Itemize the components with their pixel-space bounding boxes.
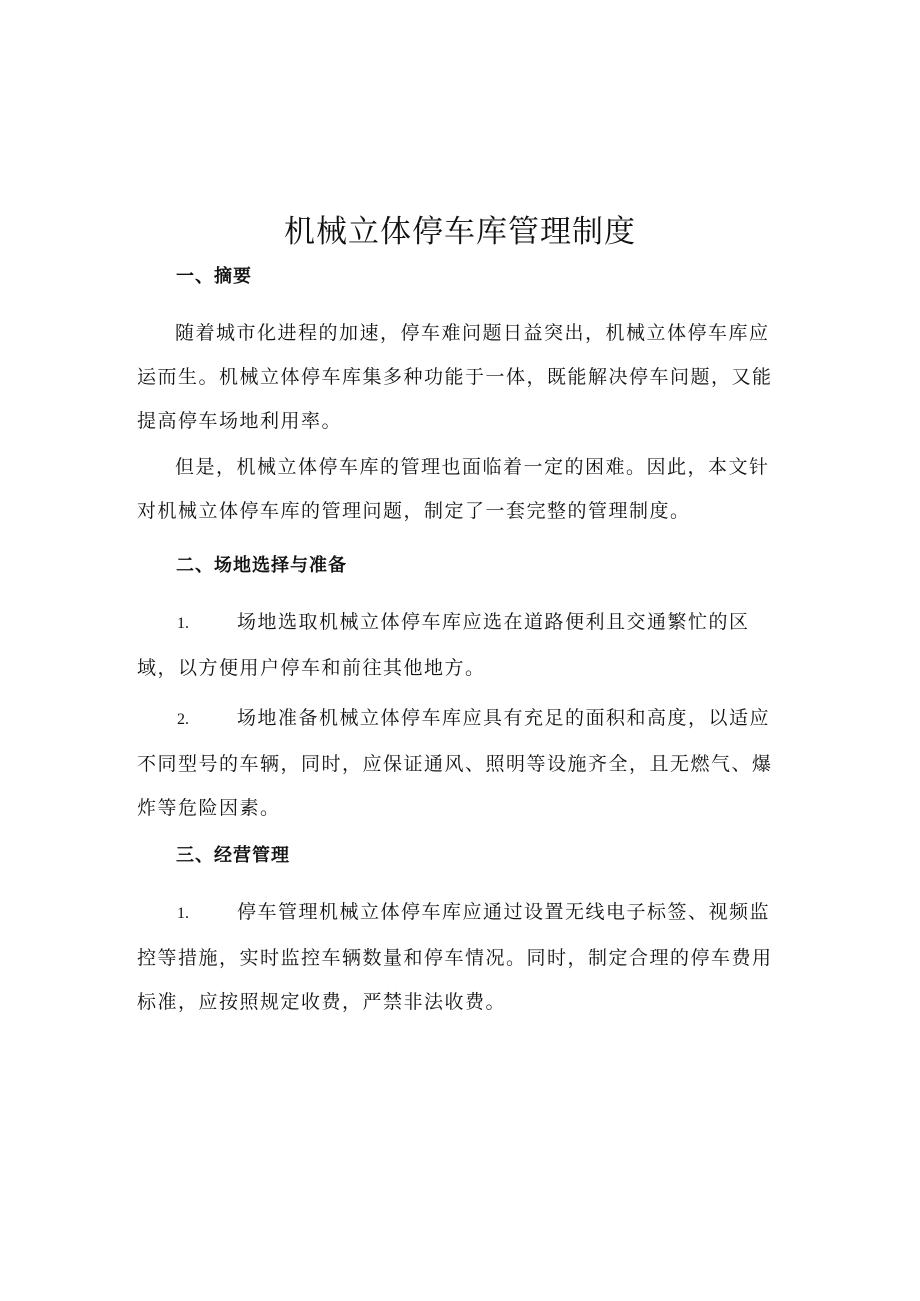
- section-heading-site: 二、场地选择与准备: [176, 555, 347, 576]
- abstract-paragraph-1: 随着城市化进程的加速，停车难问题日益突出，机械立体停车库应运而生。机械立体停车库集多种功能于一体，既能解决停车问题，又能提高停车场地利用率。: [137, 322, 773, 432]
- abstract-paragraph-2: 但是，机械立体停车库的管理也面临着一定的困难。因此，本文针对机械立体停车库的管理问题，制定了一套完整的管理制度。: [137, 456, 770, 522]
- site-item-2: [137, 696, 787, 830]
- list-number: 2.: [177, 711, 189, 728]
- list-item-text: 停车管理机械立体停车库应通过设置无线电子标签、视频监控等措施，实时监控车辆数量和停车情况。同时，制定合理的停车费用标准，应按照规定收费，严禁非法收费。: [137, 901, 773, 1013]
- section-heading-abstract: 一、摘要: [176, 266, 252, 287]
- operations-item-1: [137, 890, 787, 1024]
- document-title: 机械立体停车库管理制度: [284, 214, 636, 250]
- list-item-text: 场地准备机械立体停车库应具有充足的面积和高度，以适应不同型号的车辆，同时，应保证通风、照明等设施齐全，且无燃气、爆炸等危险因素。: [137, 707, 773, 819]
- list-number: 1.: [177, 905, 189, 922]
- site-item-1: [137, 600, 787, 690]
- section-heading-operations: 三、经营管理: [176, 845, 290, 866]
- list-number: 1.: [177, 615, 189, 632]
- list-item-text: 场地选取机械立体停车库应选在道路便利且交通繁忙的区域，以方便用户停车和前往其他地方。: [137, 611, 750, 679]
